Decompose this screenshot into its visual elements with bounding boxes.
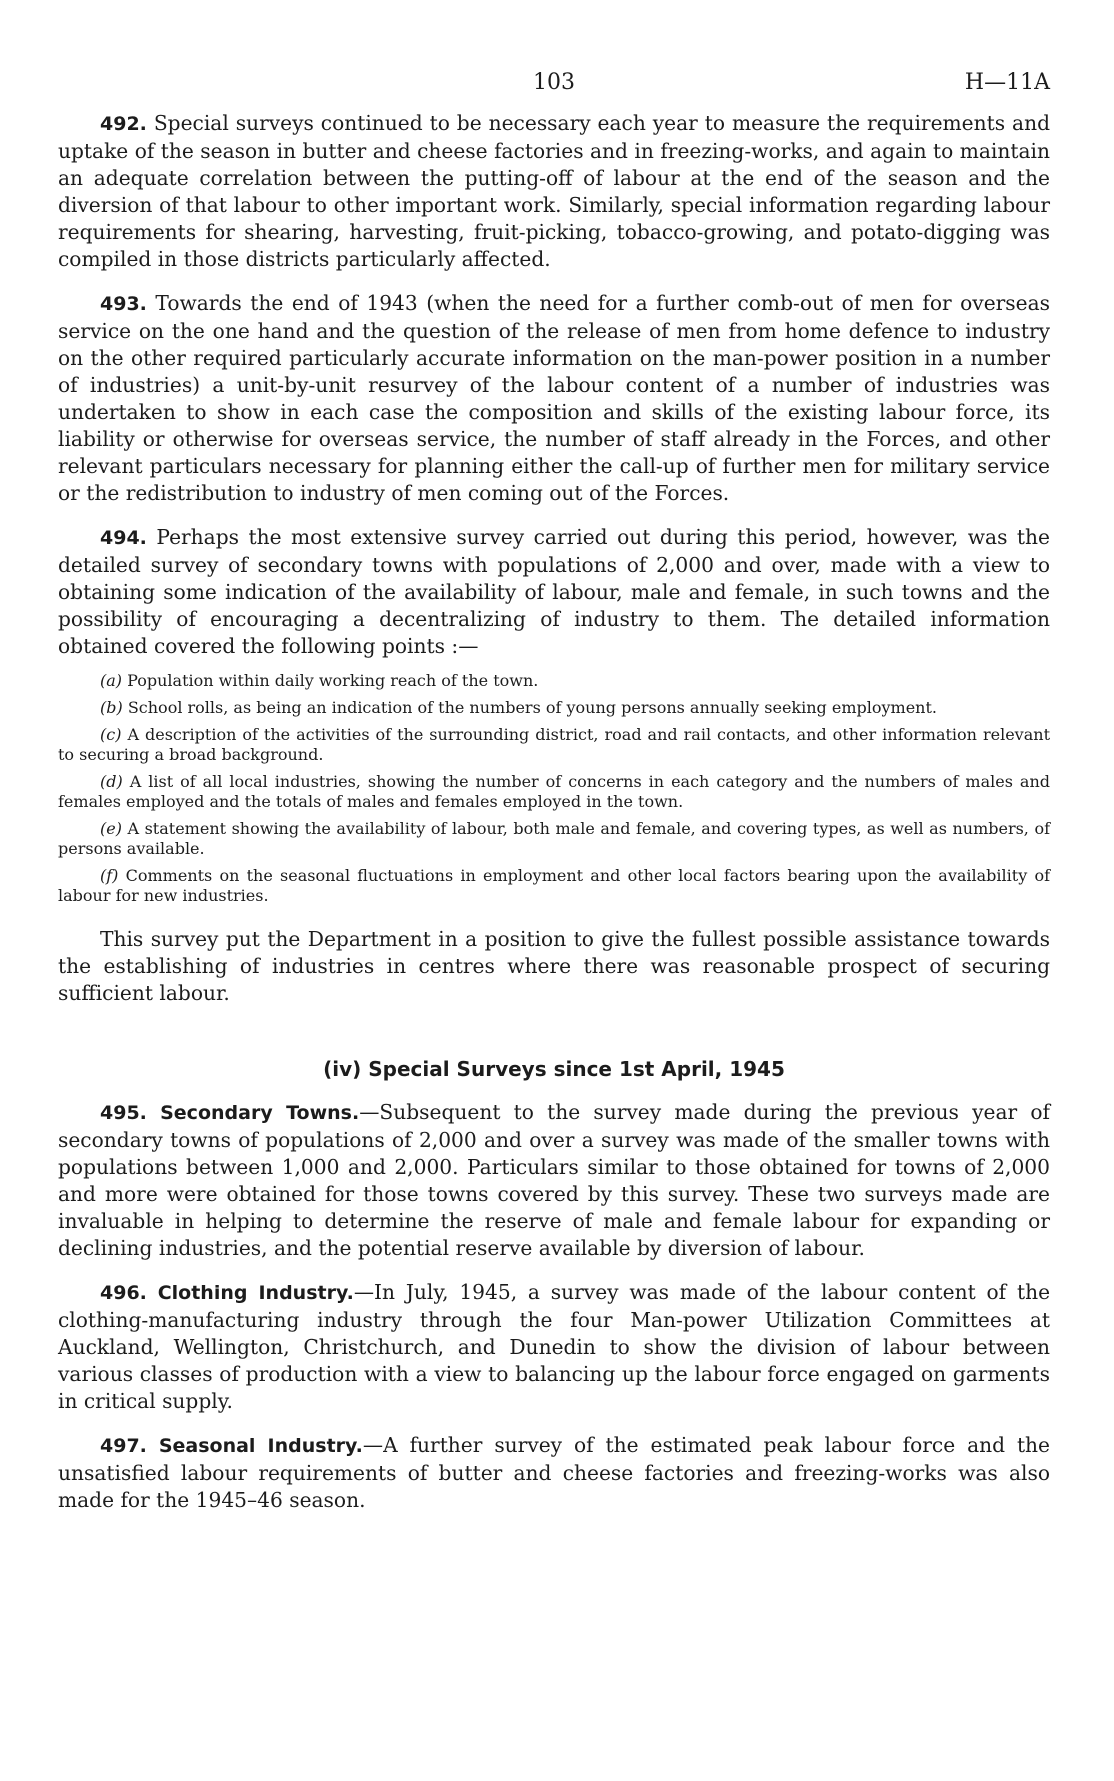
list-item xyxy=(58,866,1050,906)
paragraph-494 xyxy=(58,524,1050,660)
list-item-label: (a) xyxy=(100,671,123,690)
paragraph-492 xyxy=(58,110,1050,273)
paragraph-text: Towards the end of 1943 (when the need for a further comb-out of men for overseas service on the one hand and the question of the release of men from home defence to industry on the other required particularly accurate information on the man-power position in a number of industries) a unit-by-unit resurvey of the labour content of a number of industries was undertaken to show in each case the composition and skills of the existing labour force, its liability or otherwise for overseas service, the number of staff already in the Forces, and other relevant particulars necessary for planning either the call-up of further men for military service or the redistribution to industry of men coming out of the Forces. xyxy=(58,291,1050,505)
paragraph-title: Clothing Industry. xyxy=(157,1282,354,1304)
list-item-text: Comments on the seasonal fluctuations in employment and other local factors bearing upon the availability of labour for new industries. xyxy=(58,866,1050,905)
page-header xyxy=(58,70,1050,110)
list-item-text: A list of all local industries, showing the number of concerns in each category and the numbers of males and females employed and the totals of males and females employed in the town. xyxy=(58,772,1050,811)
list-item xyxy=(58,772,1050,812)
paragraph-text: —A further survey of the estimated peak labour force and the unsatisfied labour requirements of butter and cheese factories and freezing-works was also made for the 1945–46 season. xyxy=(58,1433,1051,1512)
paragraph-text: Perhaps the most extensive survey carried out during this period, however, was the detailed survey of secondary towns with populations of 2,000 and over, made with a view to obtaining some indication of the availability of labour, male and female, in such towns and the possibility of encouraging a decentralizing of industry to them. The detailed information obtained covered the following points :— xyxy=(58,525,1050,658)
paragraph-text: —Subsequent to the survey made during the previous year of secondary towns of populations of 2,000 and over a survey was made of the smaller towns with populations between 1,000 and 2,000. Particulars similar to those obtained for towns of 2,000 and more were obtained for those towns covered by this survey. These two surveys made are invaluable in helping to determine the reserve of male and female labour for expanding or declining industries, and the potential reserve available by diversion of labour. xyxy=(58,1100,1050,1260)
list-item-label: (b) xyxy=(100,698,123,717)
document-reference: H—11A xyxy=(964,70,1050,95)
list-item-text: A description of the activities of the surrounding district, road and rail contacts, and other information relevant to securing a broad background. xyxy=(58,725,1050,764)
paragraph-title: Seasonal Industry. xyxy=(158,1435,363,1457)
paragraph-number: 493. xyxy=(100,293,147,315)
paragraph-number: 495. xyxy=(100,1102,147,1124)
list-item xyxy=(58,671,1050,691)
paragraph-text: —In July, 1945, a survey was made of the labour content of the clothing-manufacturing industry through the four Man-power Utilization Committees at Auckland, Wellington, Christchurch, and Dunedin to show the division of labour between various classes of production with a view to balancing up the labour force engaged on garments in critical supply. xyxy=(58,1280,1051,1413)
section-heading: (iv) Special Surveys since 1st April, 1945 xyxy=(323,1057,785,1081)
list-item-label: (e) xyxy=(100,819,122,838)
list-item-label: (f) xyxy=(100,866,119,885)
paragraph-number: 492. xyxy=(100,113,147,135)
paragraph-496 xyxy=(58,1279,1050,1415)
list-item-text: A statement showing the availability of labour, both male and female, and covering types, as well as numbers, of persons available. xyxy=(58,819,1050,858)
paragraph-493 xyxy=(58,290,1050,507)
paragraph-number: 497. xyxy=(100,1435,147,1457)
list-item-text: School rolls, as being an indication of the numbers of young persons annually seeking employment. xyxy=(127,698,937,717)
paragraph-text: Special surveys continued to be necessary each year to measure the requirements and uptake of the season in butter and cheese factories and in freezing-works, and again to maintain an adequate correlation between the putting-off of labour at the end of the season and the diversion of that labour to other important work. Similarly, special information regarding labour requirements for shearing, harvesting, fruit-picking, tobacco-growing, and potato-digging was compiled in those districts particularly affected. xyxy=(58,111,1050,271)
paragraph-number: 494. xyxy=(100,527,147,549)
paragraph-495 xyxy=(58,1099,1050,1262)
paragraph-497 xyxy=(58,1432,1050,1514)
list-item xyxy=(58,725,1050,765)
paragraph-number: 496. xyxy=(100,1282,147,1304)
points-list xyxy=(58,671,1050,906)
paragraph-title: Secondary Towns. xyxy=(160,1102,360,1124)
list-item xyxy=(58,698,1050,718)
list-item-text: Population within daily working reach of the town. xyxy=(127,671,539,690)
page-number: 103 xyxy=(533,70,575,95)
list-item-label: (c) xyxy=(100,725,122,744)
closing-paragraph: This survey put the Department in a position to give the fullest possible assistance towards the establishing of industries in centres where there was reasonable prospect of securing sufficient labour. xyxy=(58,927,1050,1005)
list-item xyxy=(58,819,1050,859)
list-item-label: (d) xyxy=(100,772,123,791)
